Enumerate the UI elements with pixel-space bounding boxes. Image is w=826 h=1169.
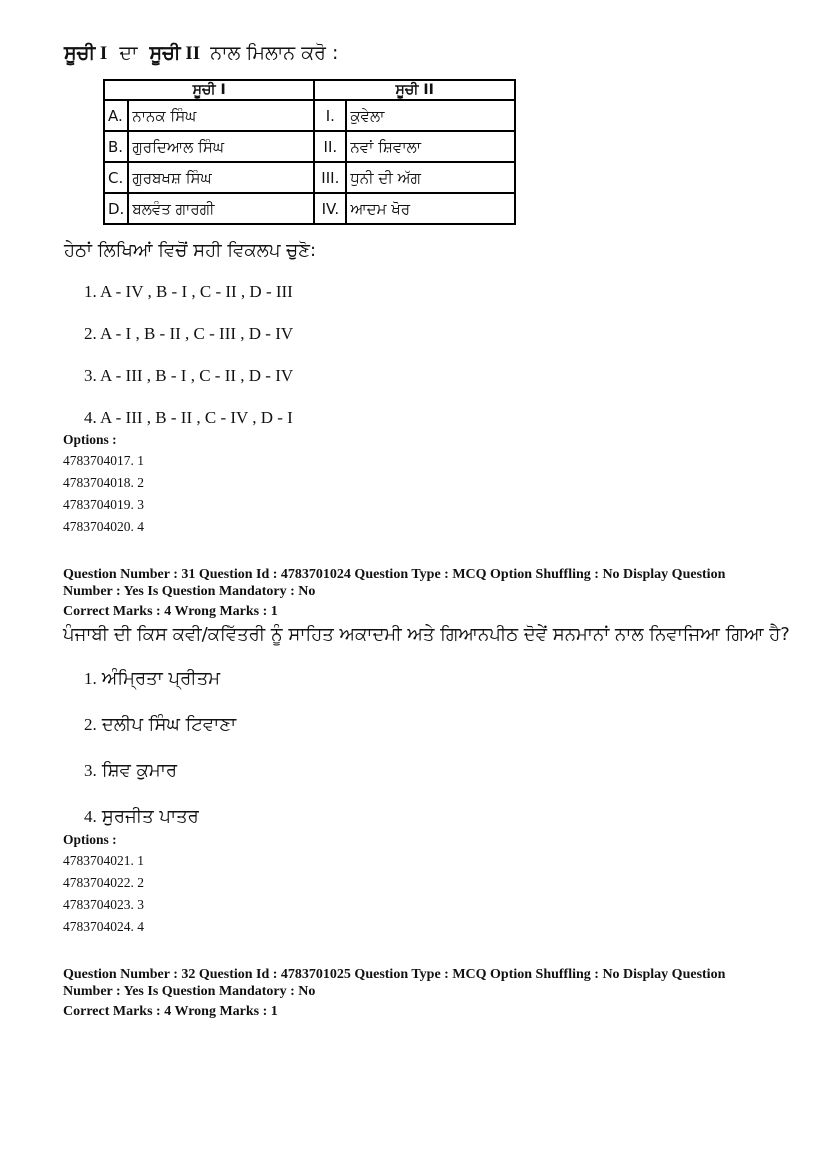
choice-3: [84, 760, 177, 781]
choice-2: [84, 714, 236, 735]
row-label-left: A.: [104, 100, 128, 131]
heading-connector: ਦਾ: [119, 42, 138, 64]
choice-text: ਦਲੀਪ ਸਿੰਘ ਟਿਵਾਣਾ: [101, 714, 237, 735]
row-value-right: ਧੁਨੀ ਦੀ ਅੱਗ: [346, 162, 515, 193]
option-id: 4783704023. 3: [63, 897, 144, 912]
match-table: [103, 79, 516, 225]
meta-line: Number : Yes Is Question Mandatory : No: [63, 584, 316, 599]
heading-tail: ਨਾਲ ਮਿਲਾਨ ਕਰੋ :: [210, 42, 339, 64]
choice-text: ਸ਼ਿਵ ਕੁਮਾਰ: [101, 760, 178, 781]
list-1-label: ਸੂਚੀ I: [64, 43, 108, 64]
question-meta: [63, 966, 783, 1020]
choice-3: 3. A - III , B - I , C - II , D - IV: [84, 366, 294, 385]
list-2-label: ਸੂਚੀ II: [149, 43, 201, 64]
option-id: 4783704021. 1: [63, 853, 144, 868]
choice-4: [84, 806, 199, 827]
options-label: Options :: [63, 832, 117, 847]
choice-text: ਸੁਰਜੀਤ ਪਾਤਰ: [101, 806, 199, 827]
choice-number: 4.: [84, 807, 97, 826]
row-value-left: ਗੁਰਬਖਸ਼ ਸਿੰਘ: [128, 162, 314, 193]
meta-line: Question Number : 31 Question Id : 4783701024 Question Type : MCQ Option Shuffling : No Display Question: [63, 567, 726, 582]
choice-number: 2.: [84, 715, 97, 734]
question-meta: [63, 566, 783, 620]
option-id: 4783704022. 2: [63, 875, 144, 890]
marks-line: Correct Marks : 4 Wrong Marks : 1: [63, 1004, 278, 1019]
option-id: 4783704018. 2: [63, 475, 144, 490]
row-label-right: I.: [314, 100, 346, 131]
choice-2: 2. A - I , B - II , C - III , D - IV: [84, 324, 294, 343]
question-text: ਪੰਜਾਬੀ ਦੀ ਕਿਸ ਕਵੀ/ਕਵਿੱਤਰੀ ਨੂੰ ਸਾਹਿਤ ਅਕਾਦਮੀ ਅਤੇ ਗਿਆਨਪੀਠ ਦੋਵੇਂ ਸਨਮਾਨਾਂ ਨਾਲ ਨਿਵਾਜਿਆ ਗਿਆ ਹੈ?: [63, 624, 790, 645]
choice-1: 1. A - IV , B - I , C - II , D - III: [84, 282, 293, 301]
row-label-left: B.: [104, 131, 128, 162]
row-value-right: ਕੁਵੇਲਾ: [346, 100, 515, 131]
col2-header: ਸੂਚੀ II: [314, 80, 515, 100]
col1-header: ਸੂਚੀ I: [104, 80, 314, 100]
option-id: 4783704020. 4: [63, 519, 144, 534]
option-id: 4783704019. 3: [63, 497, 144, 512]
marks-line: Correct Marks : 4 Wrong Marks : 1: [63, 604, 278, 619]
meta-line: Question Number : 32 Question Id : 4783701025 Question Type : MCQ Option Shuffling : No Display Question: [63, 967, 726, 982]
table-row: [104, 162, 515, 193]
row-value-right: ਆਦਮ ਖੋਰ: [346, 193, 515, 224]
row-value-left: ਗੁਰਦਿਆਲ ਸਿੰਘ: [128, 131, 314, 162]
table-row: [104, 131, 515, 162]
choice-1: [84, 668, 220, 689]
choose-prompt: ਹੇਠਾਂ ਲਿਖਿਆਂ ਵਿਚੋਂ ਸਹੀ ਵਿਕਲਪ ਚੁਣੋ:: [64, 240, 317, 261]
row-label-right: II.: [314, 131, 346, 162]
options-label: Options :: [63, 432, 117, 447]
choice-number: 1.: [84, 669, 97, 688]
row-value-left: ਬਲਵੰਤ ਗਾਰਗੀ: [128, 193, 314, 224]
option-id: 4783704024. 4: [63, 919, 144, 934]
row-value-right: ਨਵਾਂ ਸ਼ਿਵਾਲਾ: [346, 131, 515, 162]
row-value-left: ਨਾਨਕ ਸਿੰਘ: [128, 100, 314, 131]
row-label-right: IV.: [314, 193, 346, 224]
option-id: 4783704017. 1: [63, 453, 144, 468]
choice-number: 3.: [84, 761, 97, 780]
choice-text: ਅੰਮ੍ਰਿਤਾ ਪ੍ਰੀਤਮ: [101, 668, 221, 689]
row-label-left: D.: [104, 193, 128, 224]
row-label-right: III.: [314, 162, 346, 193]
table-row: [104, 100, 515, 131]
row-label-left: C.: [104, 162, 128, 193]
table-header-row: [104, 80, 515, 100]
meta-line: Number : Yes Is Question Mandatory : No: [63, 984, 316, 999]
choice-4: 4. A - III , B - II , C - IV , D - I: [84, 408, 293, 427]
match-instruction: [64, 42, 338, 65]
table-row: [104, 193, 515, 224]
